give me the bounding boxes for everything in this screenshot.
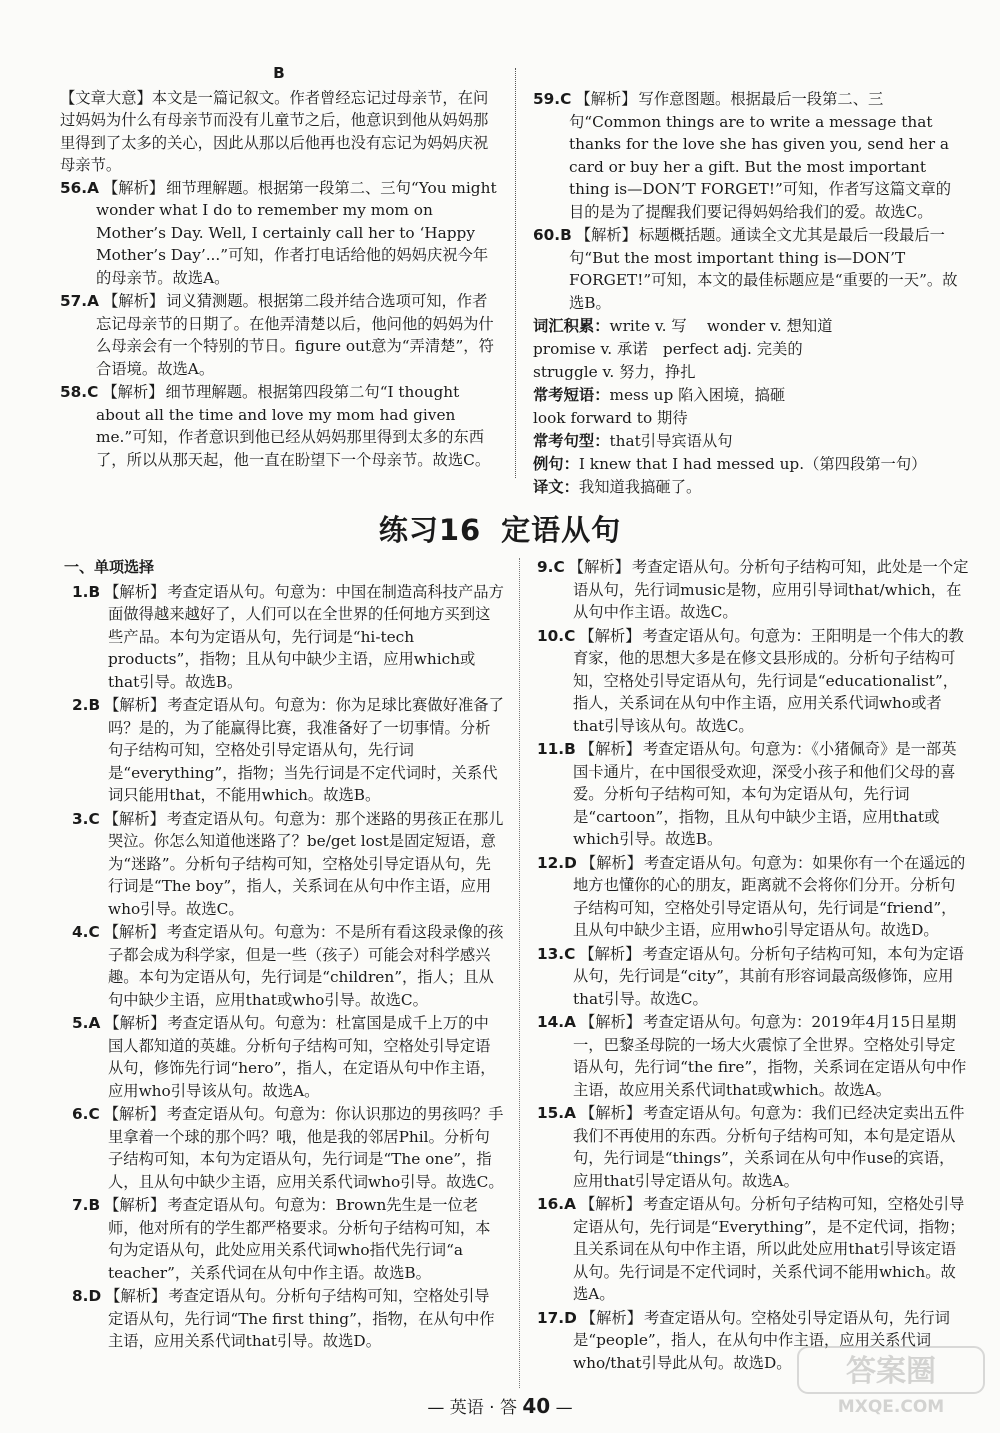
vocab-label: 词汇积累： bbox=[533, 317, 610, 335]
answer-item bbox=[72, 1103, 504, 1193]
analysis-tag: 【解析】 bbox=[580, 853, 642, 872]
answer-item bbox=[537, 1102, 969, 1192]
vocab-accumulation bbox=[533, 315, 961, 338]
watermark-logo bbox=[796, 1345, 986, 1417]
analysis-text: 考查定语从句。句意为：你认识那边的男孩吗？手里拿着一个球的那个吗？哦，他是我的邻居Phil。分析句子结构可知，本句为定语从句，先行词是“The one”，指人，且从句中缺少主语，应用关系代词who引导。故选C。 bbox=[108, 1105, 504, 1191]
answer-number: 17.D bbox=[537, 1308, 577, 1327]
phrase-block bbox=[533, 384, 961, 407]
answer-number: 3.C bbox=[72, 809, 100, 828]
analysis-tag: 【解析】 bbox=[104, 1196, 166, 1214]
analysis-text: 考查定语从句。句意为：不是所有看这段录像的孩子都会成为科学家，但是一些（孩子）可能会对科学感兴趣。本句为定语从句，先行词是“children”，指人；且从句中缺少主语，应用that或who引导。故选C。 bbox=[108, 923, 504, 1009]
answer-number: 58.C bbox=[60, 383, 99, 401]
answer-item bbox=[60, 177, 498, 290]
analysis-text: 考查定语从句。句意为：《小猪佩奇》是一部英国卡通片，在中国很受欢迎，深受小孩子和他们父母的喜爱。分析句子结构可知，本句为定语从句，先行词是“cartoon”，指物，且从句中缺少主语，应用that或which引导。故选B。 bbox=[573, 740, 957, 848]
answer-number: 7.B bbox=[72, 1196, 101, 1214]
answer-number: 4.C bbox=[72, 923, 100, 941]
analysis-text: 考查定语从句。句意为：中国在制造高科技产品方面做得越来越好了，人们可以在全世界的任何地方买到这些产品。本句为定语从句，先行词是“hi-tech products”，指物；且从句中缺少主语，应用which或that引导。故选B。 bbox=[108, 582, 504, 691]
footer-prefix: — 英语 · 答 bbox=[427, 1398, 517, 1418]
answer-item bbox=[537, 738, 969, 851]
phrase-label: 常考短语： bbox=[533, 386, 610, 404]
answer-item bbox=[537, 852, 969, 942]
analysis-tag: 【解析】 bbox=[580, 1308, 642, 1327]
passage-summary: 【文章大意】本文是一篇记叙文。作者曾经忘记过母亲节，在问过妈妈为什么有母亲节而没有儿童节之后，他意识到他从妈妈那里得到了太多的关心，因此从那以后他再也没有忘记为妈妈庆祝母亲节。 bbox=[60, 88, 489, 174]
analysis-tag: 【解析】 bbox=[103, 809, 165, 828]
analysis-tag: 【解析】 bbox=[104, 582, 166, 601]
analysis-text: 考查定语从句。句意为：杜富国是成千上万的中国人都知道的英雄。分析句子结构可知，空格处引导定语从句，修饰先行词“hero”，指人，在定语从句中作主语，应用who引导该从句。故选A。 bbox=[108, 1014, 496, 1100]
answer-item bbox=[72, 808, 504, 921]
analysis-tag: 【解析】 bbox=[103, 1105, 165, 1123]
page-number: 40 bbox=[522, 1394, 551, 1418]
analysis-text: 考查定语从句。句意为：我们已经决定卖出五件我们不再使用的东西。分析句子结构可知，本句是定语从句，先行词是“things”，关系词在从句中作use的宾语，应用that引导定语从句。故选A。 bbox=[573, 1104, 965, 1190]
analysis-tag: 【解析】 bbox=[104, 696, 166, 714]
answer-list-bottom-right bbox=[537, 556, 969, 1374]
translation-text: 我知道我搞砸了。 bbox=[578, 478, 702, 496]
bottom-right-column bbox=[537, 556, 969, 1375]
analysis-tag: 【解析】 bbox=[579, 626, 641, 645]
answer-number: 13.C bbox=[537, 944, 576, 963]
passage-heading: B bbox=[273, 64, 285, 82]
answer-item bbox=[537, 1193, 969, 1306]
analysis-tag: 【解析】 bbox=[102, 383, 164, 401]
example-text: I knew that I had messed up.（第四段第一句） bbox=[578, 455, 927, 473]
answer-number: 57.A bbox=[60, 292, 99, 310]
analysis-tag: 【解析】 bbox=[568, 558, 630, 576]
answer-item bbox=[533, 224, 961, 314]
answer-number: 56.A bbox=[60, 178, 99, 197]
example-label: 例句： bbox=[533, 455, 579, 473]
answer-item bbox=[72, 694, 504, 807]
analysis-text: 考查定语从句。分析句子结构可知，此处是一个定语从句，先行词music是物，应用引导词that/which，在从句中作主语。故选C。 bbox=[573, 558, 969, 621]
analysis-text: 考查定语从句。分析句子结构可知，空格处引导定语从句，先行词“The first thing”，指物，在从句中作主语，应用关系代词that引导。故选D。 bbox=[108, 1287, 495, 1350]
translation-label: 译文： bbox=[533, 478, 579, 496]
analysis-tag: 【解析】 bbox=[105, 1287, 167, 1305]
vocab-line-2: promise v. 承诺 perfect adj. 完美的 bbox=[533, 340, 803, 358]
answer-item bbox=[537, 625, 969, 738]
answer-item bbox=[72, 1285, 504, 1353]
analysis-tag: 【解析】 bbox=[575, 226, 637, 244]
answer-number: 5.A bbox=[72, 1014, 101, 1032]
answer-item bbox=[60, 290, 498, 380]
answer-number: 14.A bbox=[537, 1013, 576, 1031]
answer-item bbox=[72, 581, 504, 694]
analysis-text: 考查定语从句。句意为：那个迷路的男孩正在那儿哭泣。你怎么知道他迷路了？be/get lost是固定短语，意为“迷路”。分析句子结构可知，空格处引导定语从句，先行词是“The boy”，指人，关系词在从句中作主语，应用who引导。故选C。 bbox=[108, 809, 504, 918]
answer-number: 9.C bbox=[537, 558, 565, 576]
analysis-text: 考查定语从句。空格处引导定语从句，先行词是“people”，指人，在从句中作主语，应用关系代词who/that引导此从句。故选D。 bbox=[573, 1308, 950, 1372]
phrase-line-1: mess up 陷入困境，搞砸 bbox=[609, 386, 786, 404]
svg-text:MXQE.COM: MXQE.COM bbox=[837, 1397, 945, 1417]
analysis-tag: 【解析】 bbox=[579, 1104, 642, 1122]
column-divider-bottom bbox=[519, 558, 520, 1388]
answer-item bbox=[72, 921, 504, 1011]
analysis-tag: 【解析】 bbox=[575, 90, 637, 108]
answer-number: 8.D bbox=[72, 1287, 102, 1305]
analysis-text: 考查定语从句。分析句子结构可知，本句为定语从句，先行词是“city”，其前有形容词最高级修饰，应用that引导。故选C。 bbox=[573, 944, 964, 1008]
answer-item bbox=[60, 381, 498, 471]
answer-number: 16.A bbox=[537, 1195, 576, 1213]
analysis-text: 写作意图题。根据最后一段第二、三句“Common things are to write a message that thanks for the love she has given you, send her a card or buy her a gift. But the most important thing is—DON’T FORGET!”可知，作者写这篇文章的目的是为了提醒我们要记得妈妈给我们的爱。故选C。 bbox=[569, 90, 952, 221]
phrase-line-2: look forward to 期待 bbox=[533, 409, 688, 427]
subheading-single-choice: 一、单项选择 bbox=[64, 558, 155, 576]
analysis-text: 标题概括题。通读全文尤其是最后一段最后一句“But the most important thing is—DON’T FORGET!”可知，本文的最佳标题应是“重要的一天”。故选B。 bbox=[569, 226, 958, 312]
analysis-text: 考查定语从句。句意为：王阳明是一个伟大的教育家，他的思想大多是在修文县形成的。分析句子结构可知，空格处引导定语从句，先行词是“educationalist”，指人，关系词在从句中作主语，应用关系代词who或者that引导该从句。故选C。 bbox=[573, 626, 964, 735]
answer-number: 12.D bbox=[537, 853, 577, 872]
answer-number: 11.B bbox=[537, 740, 576, 758]
vocab-line-3: struggle v. 努力，挣扎 bbox=[533, 363, 696, 381]
answer-number: 15.A bbox=[537, 1104, 576, 1122]
bottom-left-column bbox=[64, 556, 504, 1354]
column-divider-top bbox=[515, 68, 516, 478]
pattern-text: that引导宾语从句 bbox=[609, 432, 733, 450]
answer-item bbox=[537, 1011, 969, 1101]
translation-block bbox=[533, 476, 961, 499]
analysis-text: 考查定语从句。句意为：你为足球比赛做好准备了吗？是的，为了能赢得比赛，我准备好了一切事情。分析句子结构可知，空格处引导定语从句，先行词是“everything”，指物；当先行词是不定代词时，关系代词只能用that，不能用which。故选B。 bbox=[108, 696, 504, 804]
answer-item bbox=[537, 556, 969, 624]
answer-number: 1.B bbox=[72, 582, 101, 601]
answer-item bbox=[72, 1194, 504, 1284]
pattern-block bbox=[533, 430, 961, 453]
top-right-column bbox=[533, 88, 961, 499]
analysis-tag: 【解析】 bbox=[102, 178, 165, 197]
answer-number: 60.B bbox=[533, 226, 572, 244]
analysis-text: 考查定语从句。句意为：2019年4月15日星期一，巴黎圣母院的一场大火震惊了全世界。空格处引导定语从句，先行词“the fire”，指物，关系词在定语从句中作主语，故应用关系代词that或which。故选A。 bbox=[573, 1013, 967, 1099]
answer-list-bottom-left bbox=[72, 581, 504, 1353]
answer-item bbox=[72, 1012, 504, 1102]
answer-number: 59.C bbox=[533, 90, 572, 108]
analysis-tag: 【解析】 bbox=[579, 740, 641, 758]
analysis-text: 细节理解题。根据第一段第二、三句“You might wonder what I do to remember my mom on Mother’s Day. Well, I certainly call her to ‘Happy Mother’s Day’...”可知，作者打电话给他的妈妈庆祝今年的母亲节。故选A。 bbox=[96, 178, 497, 287]
analysis-tag: 【解析】 bbox=[103, 923, 165, 941]
analysis-tag: 【解析】 bbox=[579, 1195, 642, 1213]
answer-list-top-left bbox=[60, 177, 498, 472]
top-left-column bbox=[60, 62, 498, 472]
footer-suffix: — bbox=[555, 1398, 573, 1418]
answer-number: 2.B bbox=[72, 696, 101, 714]
section-name: 定语从句 bbox=[501, 513, 622, 547]
vocab-line-1: write v. 写 wonder v. 想知道 bbox=[609, 317, 833, 335]
analysis-text: 考查定语从句。分析句子结构可知，空格处引导定语从句，先行词是“Everything”，是不定代词，指物；且关系词在从句中作主语，所以此处应用that引导该定语从句。先行词是不定代词时，关系代词不能用which。故选A。 bbox=[573, 1195, 965, 1303]
example-block bbox=[533, 453, 961, 476]
analysis-text: 细节理解题。根据第四段第二句“I thought about all the time and love my mom had given me.”可知，作者意识到他已经从妈妈那里得到太多的东西了，所以从那天起，他一直在盼望下一个母亲节。故选C。 bbox=[96, 383, 491, 469]
answer-number: 10.C bbox=[537, 626, 576, 645]
analysis-tag: 【解析】 bbox=[104, 1014, 166, 1032]
section-number: 练习16 bbox=[378, 513, 482, 547]
analysis-text: 考查定语从句。句意为：如果你有一个在遥远的地方也懂你的心的朋友，距离就不会将你们分开。分析句子结构可知，空格处引导定语从句，先行词是“friend”，且从句中缺少主语，应用who引导定语从句。故选D。 bbox=[573, 853, 966, 939]
answer-item bbox=[533, 88, 961, 223]
analysis-text: 词义猜测题。根据第二段并结合选项可知，作者忘记母亲节的日期了。在他弄清楚以后，他问他的妈妈为什么母亲会有一个特别的节日。figure out意为“弄清楚”，符合语境。故选A。 bbox=[96, 292, 494, 378]
analysis-tag: 【解析】 bbox=[579, 1013, 642, 1031]
analysis-text: 考查定语从句。句意为：Brown先生是一位老师，他对所有的学生都严格要求。分析句子结构可知，本句为定语从句，此处应用关系代词who指代先行词“a teacher”，关系代词在从句中作主语。故选B。 bbox=[108, 1196, 491, 1282]
svg-text:答案圈: 答案圈 bbox=[846, 1354, 936, 1389]
pattern-label: 常考句型： bbox=[533, 432, 610, 450]
answer-item bbox=[537, 943, 969, 1011]
answer-list-top-right bbox=[533, 88, 961, 314]
section-title bbox=[0, 508, 1000, 549]
answer-number: 6.C bbox=[72, 1105, 100, 1123]
analysis-tag: 【解析】 bbox=[579, 944, 641, 963]
analysis-tag: 【解析】 bbox=[102, 292, 165, 310]
